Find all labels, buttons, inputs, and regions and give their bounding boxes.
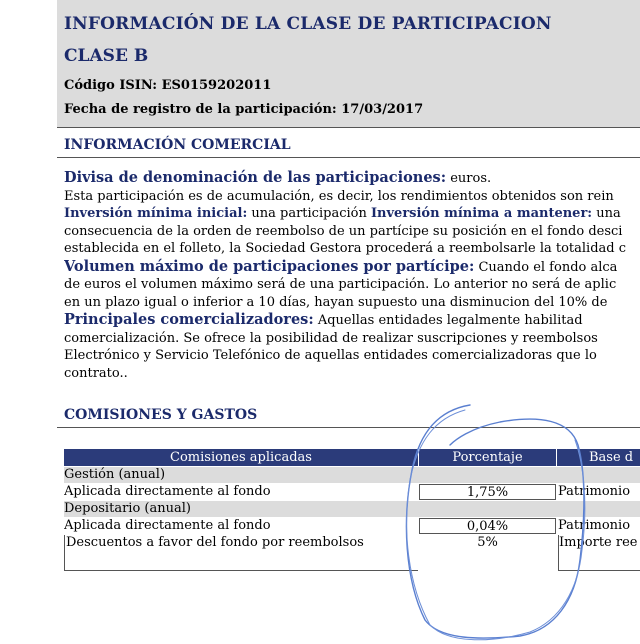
currency-label: Divisa de denominación de las participaciones: [64,169,447,186]
isin-code: Código ISIN: ES0159202011 [64,78,272,93]
table-row [64,484,640,500]
divider [57,427,640,428]
min-investment-line [64,205,640,223]
divider [57,127,640,128]
class-name: CLASE B [64,46,149,66]
row-label: Descuentos a favor del fondo por reembolsos [64,535,418,571]
column-header-base: Base d [589,450,634,465]
text-line: consecuencia de la orden de reembolso de un partícipe su posición en el fondo desci [64,223,623,239]
max-volume-line [64,258,640,277]
text-line: Electrónico y Servicio Telefónico de aquellas entidades comercializadoras que lo [64,348,597,363]
row-base: Patrimonio [558,518,631,533]
max-volume-label: Volumen máximo de participaciones por partícipe: [64,257,475,275]
row-percentage: 5% [477,535,498,550]
row-label: Aplicada directamente al fondo [64,518,271,533]
row-percentage: 0,04% [419,518,556,534]
row-base: Patrimonio [558,484,631,499]
row-label: Aplicada directamente al fondo [64,484,271,499]
distributors-line [64,311,640,330]
table-row [64,501,640,517]
text-line: comercialización. Se ofrece la posibilidad de realizar suscripciones y reembolsos [64,330,598,346]
commercial-info-body [64,169,640,382]
table-row [64,535,640,571]
min-keep-value: una [592,206,621,221]
text-line: Esta participación es de acumulación, es decir, los rendimientos obtenidos son rein [64,188,614,204]
row-label: Depositario (anual) [64,501,191,516]
row-label: Gestión (anual) [64,467,166,482]
table-row [64,467,640,483]
table-header [64,449,640,466]
row-base: Importe ree [558,535,640,571]
min-initial-label: Inversión mínima inicial: [64,206,248,221]
min-initial-value: una participación [247,206,371,221]
divider [57,157,640,158]
row-percentage: 1,75% [419,484,556,500]
column-header-percentage: Porcentaje [419,449,557,466]
min-keep-label: Inversión mínima a mantener: [370,206,593,221]
distributors-label: Principales comercializadores: [64,311,314,328]
text-line: de euros el volumen máximo será de una participación. Lo anterior no será de aplic [64,277,617,292]
text-line: contrato.. [64,365,128,381]
fees-heading: COMISIONES Y GASTOS [64,407,258,423]
distributors-value: Aquellas entidades legalmente habilitad [313,313,583,328]
column-header-fees: Comisiones aplicadas [64,449,419,466]
text-line: en un plazo igual o inferior a 10 días, hayan supuesto una disminucion del 10% de [64,294,608,310]
table-row [64,518,640,534]
max-volume-value: Cuando el fondo alca [474,259,618,275]
commercial-info-heading: INFORMACIÓN COMERCIAL [64,137,291,153]
registration-date: Fecha de registro de la participación: 17/03/2017 [64,102,424,117]
text-line: establecida en el folleto, la Sociedad Gestora procederá a reembolsarle la totalidad c [64,241,627,256]
class-info-title: INFORMACIÓN DE LA CLASE DE PARTICIPACION [64,14,552,34]
currency-value: euros. [446,171,492,186]
currency-line [64,169,640,188]
